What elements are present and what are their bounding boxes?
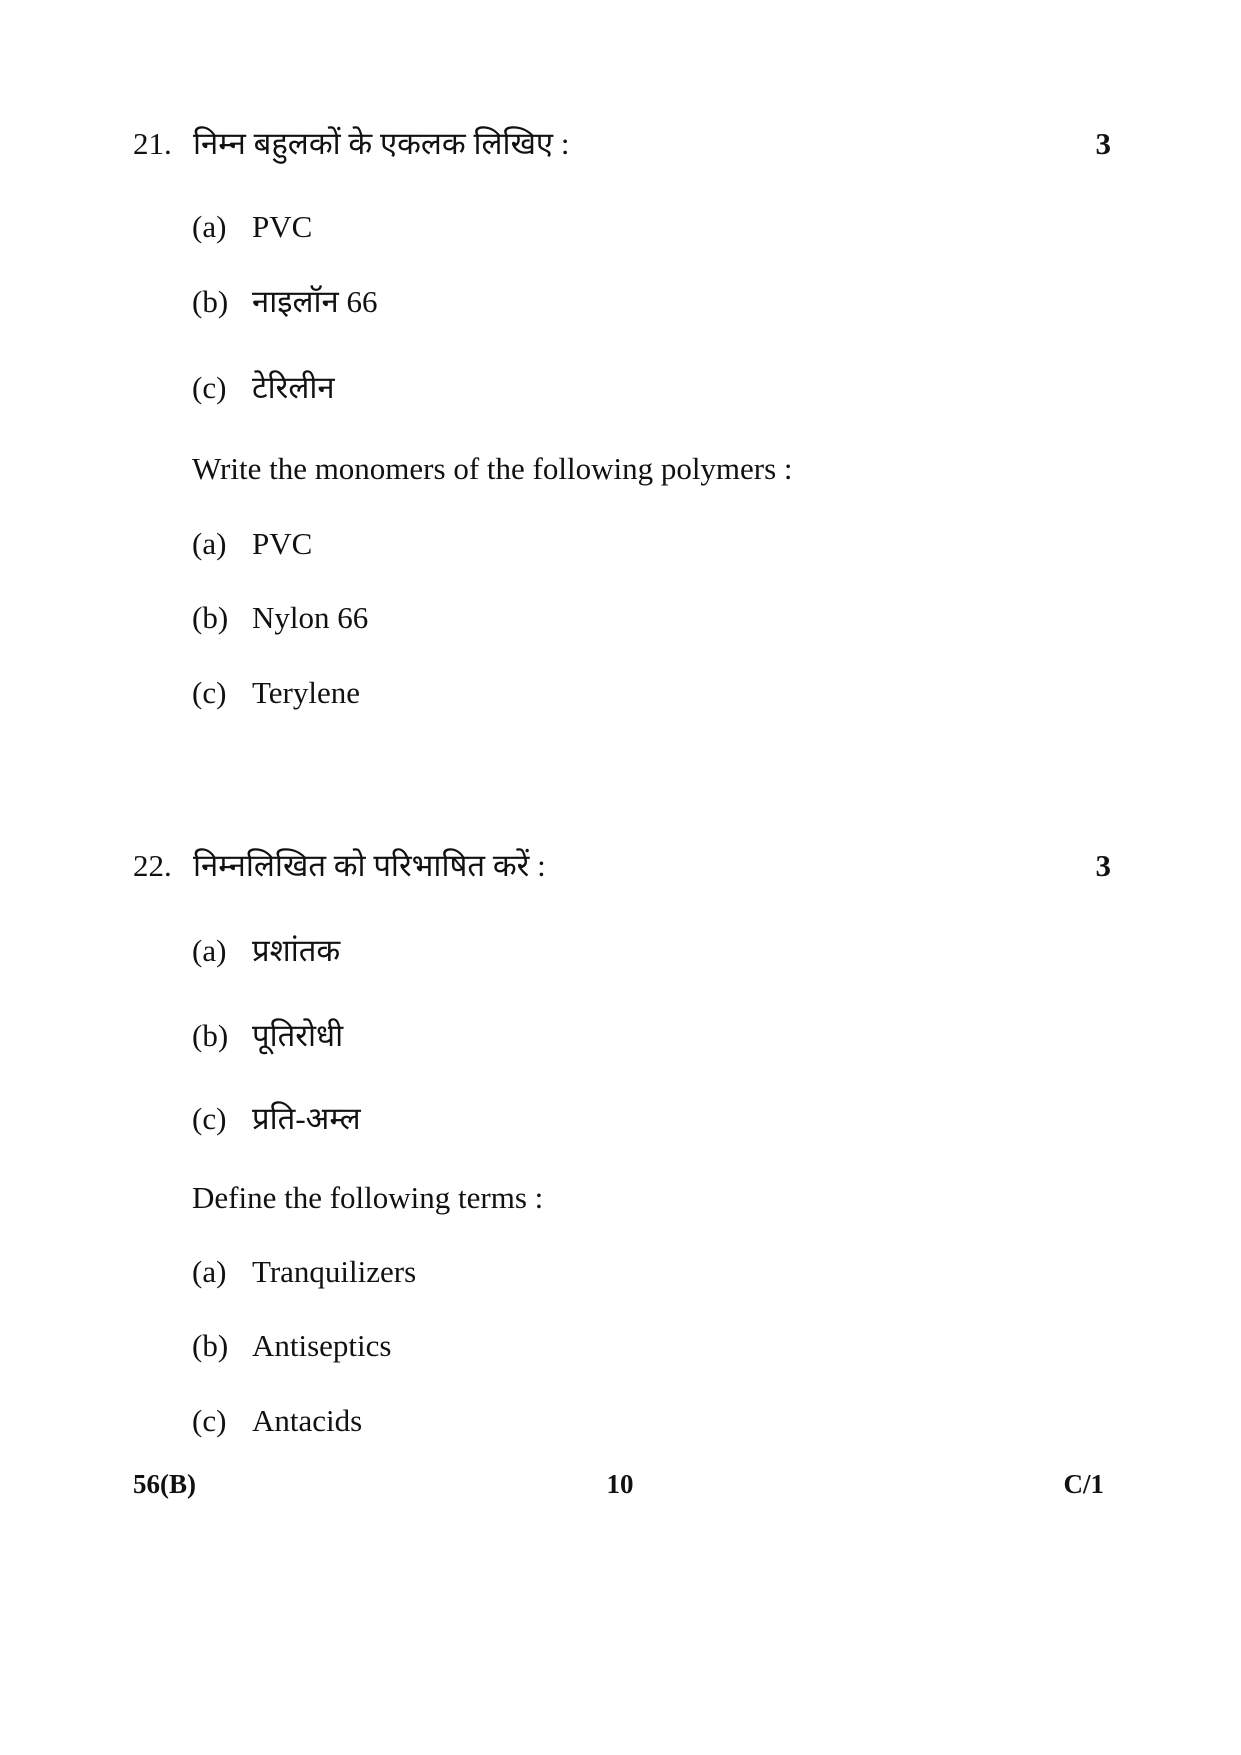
option-label: (c): [192, 1101, 227, 1136]
question-prompt-english: Define the following terms :: [192, 1180, 544, 1215]
option-item: [192, 524, 312, 564]
option-text: प्रति-अम्ल: [252, 1101, 361, 1136]
page-number: 10: [606, 1469, 634, 1499]
option-text: प्रशांतक: [252, 933, 341, 968]
question-marks: 3: [1095, 126, 1111, 161]
question-number: 22.: [133, 848, 172, 883]
option-label: (a): [192, 1254, 227, 1289]
set-code: C/1: [1063, 1469, 1104, 1499]
option-item: [192, 1401, 362, 1441]
option-label: (b): [192, 1018, 229, 1053]
option-label: (b): [192, 1328, 229, 1363]
option-text: नाइलॉन 66: [252, 284, 378, 319]
option-text: Terylene: [252, 675, 360, 710]
option-label: (c): [192, 370, 227, 405]
question-21-header: [133, 124, 1111, 164]
option-text: PVC: [252, 526, 313, 561]
option-text: Nylon 66: [252, 600, 369, 635]
option-text: टेरिलीन: [252, 370, 335, 405]
option-label: (a): [192, 526, 227, 561]
option-label: (b): [192, 600, 229, 635]
option-label: (a): [192, 933, 227, 968]
option-item: [192, 282, 377, 322]
option-text: Antacids: [252, 1403, 363, 1438]
option-label: (c): [192, 1403, 227, 1438]
option-item: [192, 1016, 343, 1056]
question-prompt-hindi: निम्नलिखित को परिभाषित करें :: [193, 848, 546, 883]
option-text: PVC: [252, 209, 313, 244]
option-text: Antiseptics: [252, 1328, 392, 1363]
question-marks: 3: [1095, 848, 1111, 883]
option-label: (c): [192, 675, 227, 710]
option-item: [192, 1252, 416, 1292]
paper-code: 56(B): [133, 1469, 196, 1499]
option-label: (a): [192, 209, 227, 244]
option-item: [192, 368, 335, 408]
option-item: [192, 598, 368, 638]
option-item: [192, 673, 360, 713]
question-prompt-english: Write the monomers of the following polymers :: [192, 451, 793, 486]
question-22-header: [133, 846, 1111, 886]
option-item: [192, 1099, 361, 1139]
question-prompt-hindi: निम्न बहुलकों के एकलक लिखिए :: [193, 126, 570, 161]
option-item: [192, 207, 312, 247]
option-text: पूतिरोधी: [252, 1018, 344, 1053]
option-label: (b): [192, 284, 229, 319]
option-item: [192, 931, 340, 971]
question-number: 21.: [133, 126, 172, 161]
option-text: Tranquilizers: [252, 1254, 417, 1289]
option-item: [192, 1326, 392, 1366]
